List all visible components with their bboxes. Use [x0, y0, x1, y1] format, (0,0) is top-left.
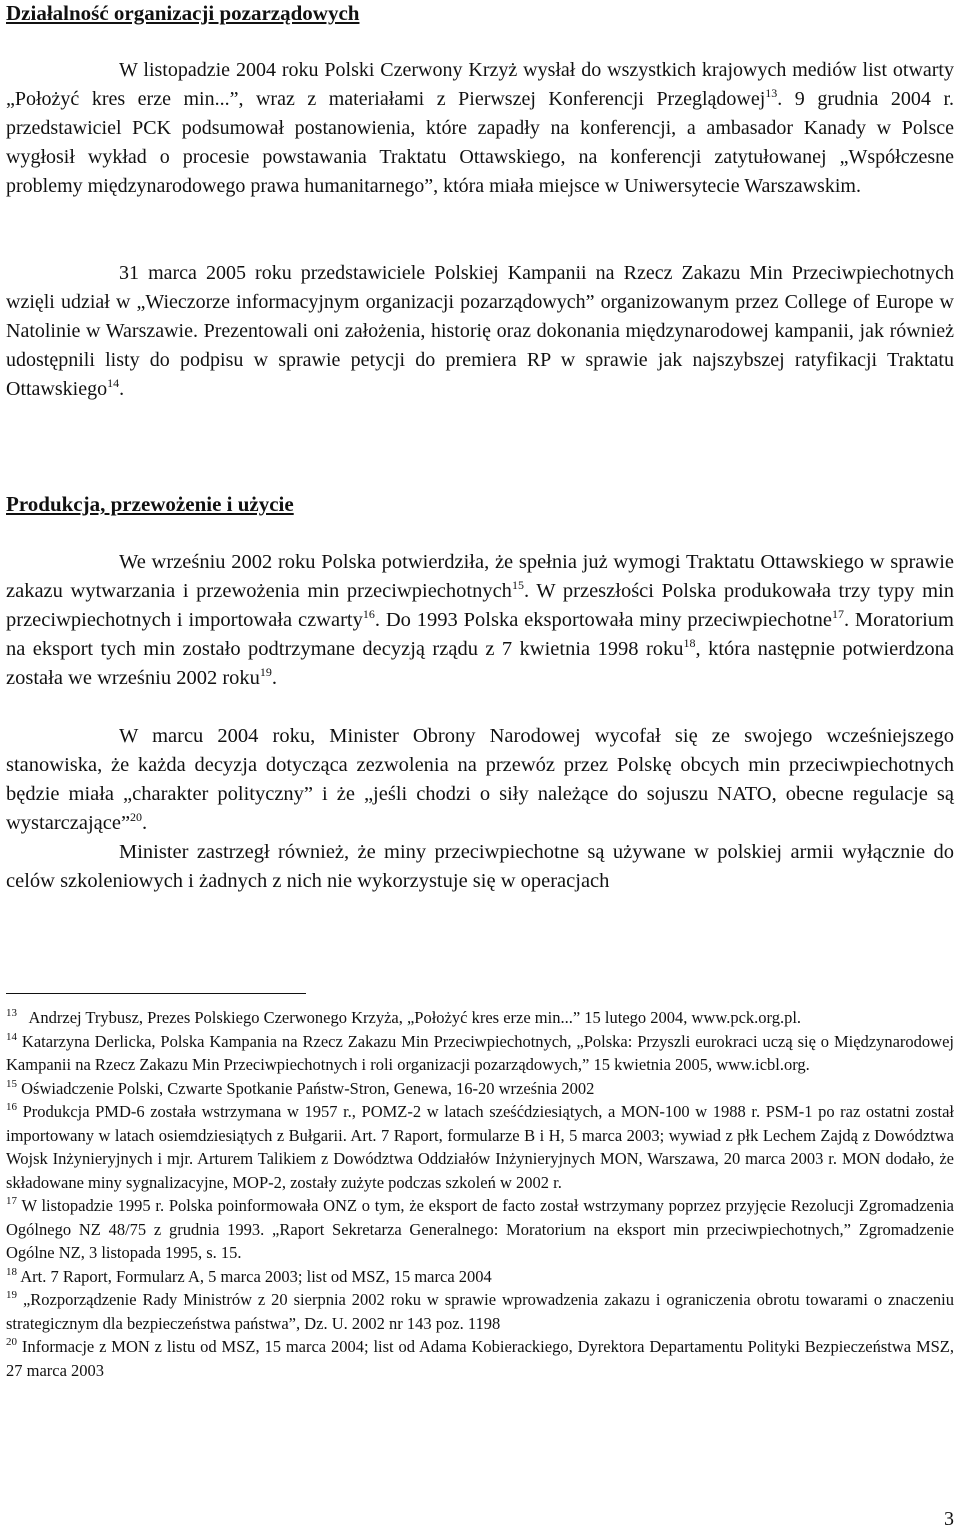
- footnote-number: 16: [6, 1101, 17, 1113]
- paragraph-text: .: [119, 378, 125, 400]
- footnote-ref: 19: [259, 665, 272, 679]
- paragraph-text: W listopadzie 2004 roku Polski Czerwony Krzyż wysłał do wszystkich krajowych mediów list otwarty „Położyć kres erze min...”, wraz z materiałami z Pierwszej Konferencji Przeglądowej: [6, 59, 954, 110]
- footnote-number: 18: [6, 1265, 17, 1278]
- footnote-separator: [6, 993, 306, 994]
- footnote: [6, 1030, 954, 1077]
- footnote: [6, 1265, 954, 1289]
- paragraph-text: . Do 1993 Polska eksportowała miny przeciwpiechotne: [374, 609, 832, 631]
- footnote-text: Art. 7 Raport, Formularz A, 5 marca 2003; list od MSZ, 15 marca 2004: [20, 1266, 492, 1286]
- paragraph-production-3: [6, 838, 954, 896]
- paragraph-text: We wrześniu 2002 roku Polska potwierdziła, że spełnia już wymogi Traktatu Ottawskiego w sprawie zakazu wytwarzania i przewożenia min przeciwpiechotnych: [6, 551, 954, 602]
- paragraph-text: . 9 grudnia 2004 r. przedstawiciel PCK podsumował postanowienia, które zapadły na konferencji, a ambasador Kanady w Polsce wygłosił wykład o procesie powstawania Traktatu Ottawskiego, na konferencji zatytułowanej „Współczesne problemy międzynarodowego prawa humanitarnego”, która miała miejsce w Uniwersytecie Warszawskim.: [6, 88, 955, 197]
- paragraph-text: . W przeszłości Polska produkowała trzy typy min przeciwpiechotnych i importowała czwarty: [6, 580, 954, 631]
- footnote-number: 19: [6, 1289, 17, 1301]
- section-heading-production: Produkcja, przewożenie i użycie: [6, 492, 294, 516]
- footnote: [6, 1100, 954, 1194]
- paragraph-text: .: [271, 667, 278, 689]
- paragraph-ngo-1: [6, 56, 954, 201]
- paragraph-text: . Moratorium na eksport tych min zostało podtrzymane decyzją rządu z 7 kwietnia 1998 roku: [6, 609, 954, 660]
- footnote-text: Katarzyna Derlicka, Polska Kampania na Rzecz Zakazu Min Przeciwpiechotnych, „Polska: Przyszli eurokraci uczą się o Międzynarodowej Kampanii na Rzecz Zakazu Min Przeciwpiechotnych i roli organizacji pozarządowych,” 15 kwietnia 2005, www.icbl.org.: [6, 1031, 954, 1074]
- footnote: [6, 1006, 954, 1030]
- paragraph-text: W marcu 2004 roku, Minister Obrony Narodowej wycofał się ze swojego wcześniejszego stanowiska, że każda decyzja dotycząca zezwolenia na przewóz przez Polskę obcych min przeciwpiechotnych będzie miała „charakter polityczny” i że „jeśli chodzi o siły należące do sojuszu NATO, obecne regulacje są wystarczające”: [6, 725, 954, 834]
- footnote-number: 13: [6, 1007, 17, 1019]
- paragraph-ngo-2: [6, 259, 954, 404]
- footnote-text: „Rozporządzenie Rady Ministrów z 20 sierpnia 2002 roku w sprawie wprowadzenia zakazu i ograniczenia obrotu towarami o znaczeniu strategicznym dla bezpieczeństwa państwa”, Dz. U. 2002 nr 143 poz. 1198: [6, 1290, 954, 1333]
- paragraph-text: .: [142, 812, 148, 834]
- paragraph-text: Minister zastrzegł również, że miny przeciwpiechotne są używane w polskiej armii wyłącznie do celów szkoleniowych i żadnych z nich nie wykorzystuje się w operacjach: [6, 841, 954, 892]
- footnotes: [6, 1006, 954, 1382]
- paragraph-production-1: [6, 548, 954, 693]
- footnote-ref: 20: [130, 810, 143, 824]
- paragraph-text: , która następnie potwierdzona została we wrześniu 2002 roku: [6, 638, 954, 689]
- paragraph-text: 31 marca 2005 roku przedstawiciele Polskiej Kampanii na Rzecz Zakazu Min Przeciwpiechotnych wzięli udział w „Wieczorze informacyjnym organizacji pozarządowych” organizowanym przez College of Europe w Natolinie w Warszawie. Prezentowali oni założenia, historię oraz dokonania międzynarodowej kampanii, jak również udostępnili listy do podpisu w sprawie petycji do premiera RP w sprawie jak najszybszej ratyfikacji Traktatu Ottawskiego: [6, 262, 954, 400]
- footnote-ref: 17: [831, 607, 844, 621]
- footnote: [6, 1335, 954, 1382]
- footnote-ref: 15: [511, 578, 524, 592]
- footnote-ref: 13: [765, 86, 778, 100]
- footnote-text: Oświadczenie Polski, Czwarte Spotkanie Państw-Stron, Genewa, 16-20 września 2002: [21, 1078, 595, 1098]
- footnote-number: 20: [6, 1336, 17, 1348]
- section-heading-ngo: Działalność organizacji pozarządowych: [6, 1, 360, 25]
- footnote: [6, 1288, 954, 1335]
- paragraph-production-2: [6, 722, 954, 838]
- page-number: 3: [944, 1508, 954, 1530]
- footnote-ref: 18: [683, 636, 696, 650]
- footnote-number: 15: [6, 1077, 17, 1090]
- footnote-number: 17: [6, 1195, 17, 1207]
- footnote-ref: 16: [362, 607, 375, 621]
- footnote-text: Informacje z MON z listu od MSZ, 15 marca 2004; list od Adama Kobierackiego, Dyrektora Departamentu Polityki Bezpieczeństwa MSZ, 27 marca 2003: [6, 1337, 954, 1380]
- footnote-ref: 14: [107, 376, 120, 390]
- footnote-text: W listopadzie 1995 r. Polska poinformowała ONZ o tym, że eksport de facto został wstrzymany poprzez przyjęcie Rezolucji Zgromadzenia Ogólnego NZ 48/75 z grudnia 1993. „Raport Sekretarza Generalnego: Moratorium na eksport min przeciwpiechotnych,” Zgromadzenie Ogólne NZ, 3 listopada 1995, s. 15.: [6, 1196, 954, 1262]
- footnote-number: 14: [6, 1030, 17, 1043]
- footnote: [6, 1077, 954, 1101]
- footnote-text: Produkcja PMD-6 została wstrzymana w 1957 r., POMZ-2 w latach sześćdziesiątych, a MON-100 w 1988 r. PSM-1 po raz ostatni został importowany w latach osiemdziesiątych z Bułgarii. Art. 7 Raport, formularze B i H, 5 marca 2003; wywiad z płk Lechem Zajdą z Dowództwa Wojsk Inżynieryjnych i mjr. Arturem Talikiem z Dowództwa Oddziałów Inżynieryjnych MON, Warszawa, 20 marca 2003 r. MON dodało, że składowane miny sygnalizacyjne, MOP-2, zostały zużyte podczas szkoleń w 2002 r.: [6, 1102, 955, 1192]
- footnote-text: Andrzej Trybusz, Prezes Polskiego Czerwonego Krzyża, „Położyć kres erze min...” 15 lutego 2004, www.pck.org.pl.: [28, 1008, 802, 1027]
- footnote: [6, 1194, 954, 1265]
